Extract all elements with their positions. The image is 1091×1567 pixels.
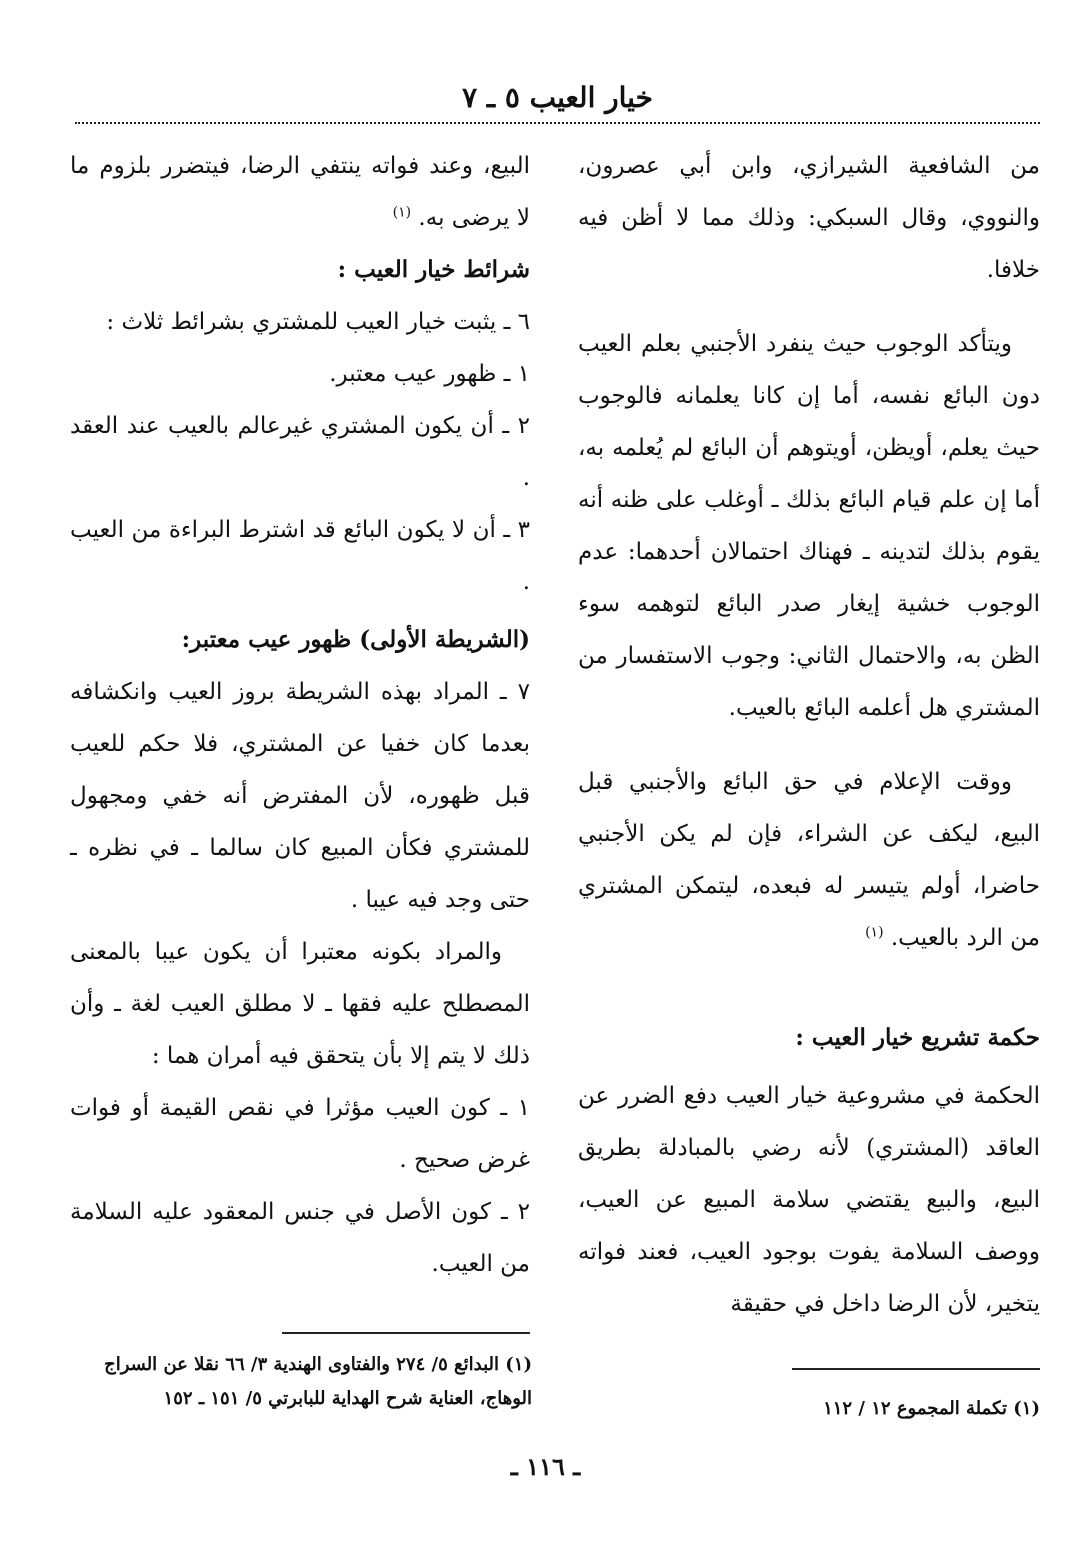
paragraph-notification-timing [578, 756, 1040, 964]
paragraph-obligation-emphasis: ويتأكد الوجوب حيث ينفرد الأجنبي بعلم العيب دون البائع نفسه، أما إن كانا يعلمانه فالوجوب حيث يعلم، أويظن، أويتوهم أن البائع لم يُعلمه به، أما إن علم قيام البائع بذلك ـ أوغلب على ظنه أنه يقوم بذلك لتدينه ـ فهناك احتمالان أحدهما: عدم الوجوب خشية إيغار صدر البائع لتوهمه سوء الظن به، والاحتمال الثاني: وجوب الاستفسار من المشتري هل أعلمه البائع بالعيب. [578, 331, 1040, 721]
footnote-divider-right [792, 1368, 1040, 1370]
condition-3: ٣ ـ أن لا يكون البائع قد اشترط البراءة من العيب . [70, 517, 530, 595]
right-column [578, 140, 1040, 1330]
footnote-ref: (١) [392, 204, 412, 221]
footnote-right: (١) تكملة المجموع ١٢ / ١١٢ [823, 1398, 1040, 1419]
paragraph-shafii-scholars: من الشافعية الشيرازي، وابن أبي عصرون، والنووي، وقال السبكي: وذلك مما لا أظن فيه خلافا. [578, 153, 1040, 283]
page-number: ـ ١١٦ ـ [510, 1452, 581, 1481]
condition-2: ٢ ـ أن يكون المشتري غيرعالم بالعيب عند العقد . [70, 413, 530, 491]
paragraph-continuation [70, 140, 530, 244]
left-column [70, 140, 530, 1290]
condition-1: ١ ـ ظهور عيب معتبر. [329, 361, 530, 387]
section-heading-conditions: شرائط خيار العيب : [337, 256, 530, 283]
paragraph-wisdom: الحكمة في مشروعية خيار العيب دفع الضرر عن العاقد (المشتري) لأنه رضي بالمبادلة بطريق البيع، والبيع يقتضي سلامة المبيع عن العيب، ووصف السلامة يفوت بوجود العيب، فعند فواته يتخير، لأن الرضا داخل في حقيقة [578, 1083, 1040, 1317]
paragraph-continuation-text: البيع، وعند فواته ينتفي الرضا، فيتضرر بلزوم ما لا يرضى به. [70, 153, 530, 231]
paragraph-meaning: والمراد بكونه معتبرا أن يكون عيبا بالمعنى المصطلح عليه فقها ـ لا مطلق العيب لغة ـ وأن ذلك لا يتم إلا بأن يتحقق فيه أمران هما : [70, 939, 530, 1069]
requirement-1: ١ ـ كون العيب مؤثرا في نقص القيمة أو فوات غرض صحيح . [70, 1095, 530, 1173]
header-dotted-rule [75, 122, 1040, 124]
page-header [75, 78, 1040, 128]
footnote-divider-left [282, 1332, 530, 1334]
footnote-left: (١) البدائع ٥/ ٢٧٤ والفتاوى الهندية ٣/ ٦٦ نقلا عن السراج الوهاج، العناية شرح الهداية للبابرتي ٥/ ١٥١ ـ ١٥٢ [104, 1354, 532, 1409]
paragraph-notification-timing-text: ووقت الإعلام في حق البائع والأجنبي قبل البيع، ليكف عن الشراء، فإن لم يكن الأجنبي حاضرا، أولم يتيسر له فبعده، ليتمكن المشتري من الرد بالعيب. [578, 769, 1040, 951]
footnote-ref: (١) [865, 924, 884, 941]
page-title: خيار العيب ٥ ـ ٧ [462, 81, 653, 114]
section-heading-first-condition: (الشريطة الأولى) ظهور عيب معتبر: [181, 626, 530, 653]
item-6: ٦ ـ يثبت خيار العيب للمشتري بشرائط ثلاث : [106, 309, 530, 335]
section-heading-wisdom: حكمة تشريع خيار العيب : [795, 1024, 1040, 1051]
item-7: ٧ ـ المراد بهذه الشريطة بروز العيب وانكشافه بعدما كان خفيا عن المشتري، فلا حكم للعيب قبل ظهوره، لأن المفترض أنه خفي ومجهول للمشتري فكأن المبيع كان سالما ـ في نظره ـ حتى وجد فيه عيبا . [70, 679, 530, 913]
requirement-2: ٢ ـ كون الأصل في جنس المعقود عليه السلامة من العيب. [70, 1199, 530, 1277]
